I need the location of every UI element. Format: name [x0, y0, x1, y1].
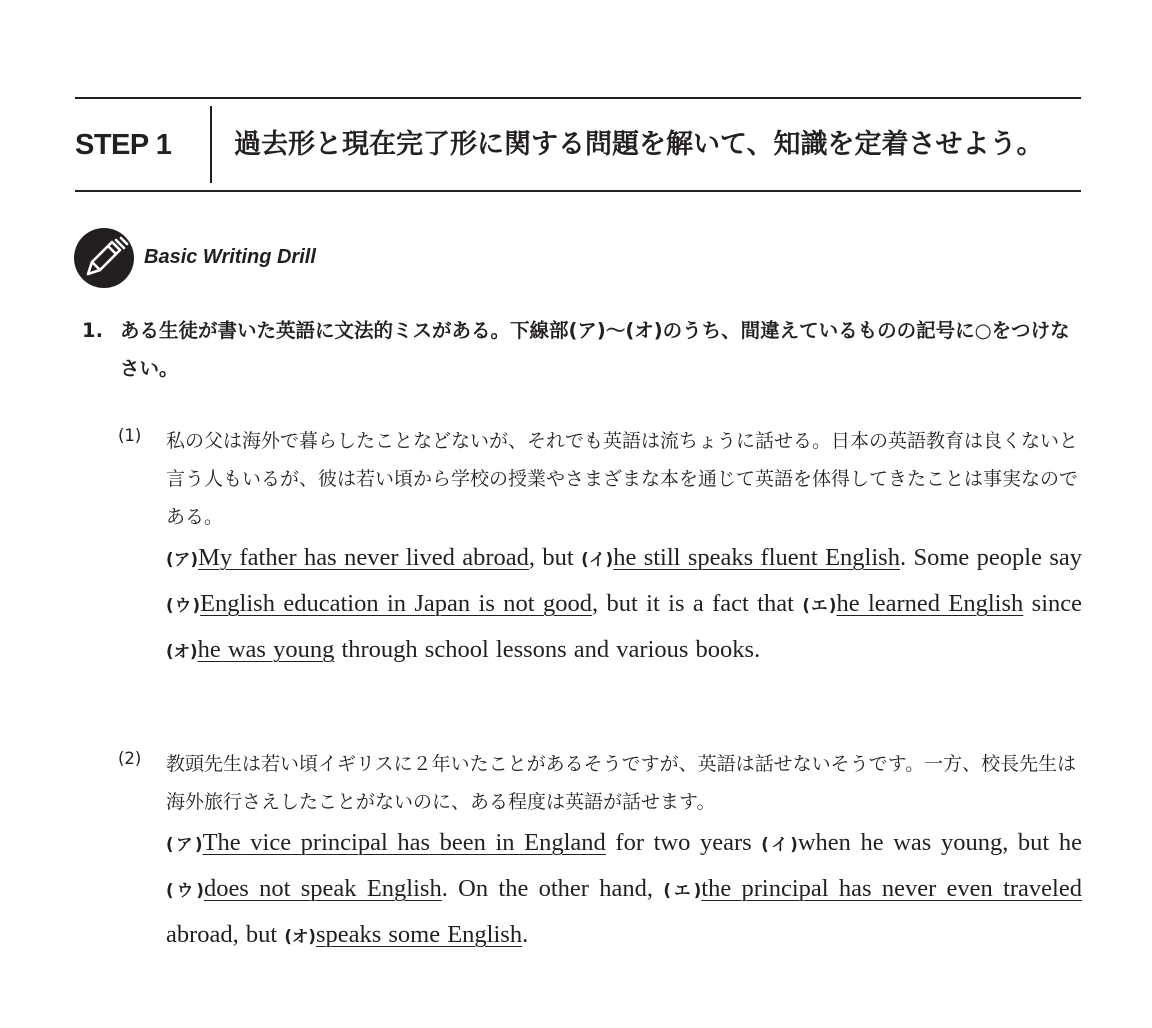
problem-1 [118, 422, 1082, 674]
sentence-text: through school lessons and various books. [334, 636, 761, 663]
instruction-text: ある生徒が書いた英語に文法的ミスがある。下線部(ア)～(オ)のうち、間違えているものの記号に○をつけなさい。 [120, 319, 1070, 380]
sentence-text: . On the other hand, [441, 875, 664, 902]
choice-marker: (ア) [166, 835, 203, 854]
choice-marker: (ア) [166, 550, 199, 569]
sentence-text: , but it is a fact that [591, 590, 803, 617]
problem-japanese: 私の父は海外で暮らしたことなどないが、それでも英語は流ちょうに話せる。日本の英語教育は良くないと言う人もいるが、彼は若い頃から学校の授業やさまざまな本を通じて英語を体得してきたことは事実なのである。 [166, 430, 1079, 528]
pencil-icon [74, 228, 134, 288]
underlined-phrase: speaks some English [315, 921, 523, 948]
underlined-phrase: does not speak English [203, 875, 442, 902]
choice-marker: (オ) [166, 642, 198, 661]
choice-marker: (エ) [802, 596, 837, 615]
choice-marker: (イ) [581, 550, 614, 569]
underlined-phrase: My father has never lived abroad [198, 544, 529, 571]
sentence-text: for two years [605, 829, 762, 856]
problem-2 [118, 745, 1082, 959]
drill-title: Basic Writing Drill [144, 246, 316, 268]
underlined-phrase: he was young [197, 636, 335, 663]
step-label: STEP 1 [75, 129, 172, 161]
underlined-phrase: The vice principal has been in England [202, 829, 606, 856]
instruction [82, 312, 1082, 388]
underlined-phrase: English education in Japan is not good [200, 590, 592, 617]
choice-marker: (エ) [663, 881, 702, 900]
step-divider [210, 106, 212, 183]
choice-marker: (ウ) [166, 881, 204, 900]
sentence-text: since [1023, 590, 1082, 617]
sentence-text: . [522, 921, 529, 948]
choice-marker: (オ) [284, 927, 316, 946]
underlined-phrase: he learned English [836, 590, 1024, 617]
underlined-phrase: the principal has never even traveled [701, 875, 1082, 902]
problem-number: (2) [118, 749, 142, 768]
sentence-text: . Some people say [899, 544, 1082, 571]
sentence-text: when he was young, but he [797, 829, 1082, 856]
sentence-text: , but [528, 544, 582, 571]
header-top-rule [75, 97, 1081, 99]
problem-japanese: 教頭先生は若い頃イギリスに２年いたことがあるそうですが、英語は話せないそうです。一方、校長先生は海外旅行さえしたことがないのに、ある程度は英語が話せます。 [166, 753, 1077, 813]
problem-english [166, 536, 1082, 674]
problem-english [166, 821, 1082, 959]
choice-marker: (イ) [761, 835, 798, 854]
problem-number: (1) [118, 426, 142, 445]
underlined-phrase: he still speaks fluent English [613, 544, 900, 571]
sentence-text: abroad, but [166, 921, 285, 948]
step-title: 過去形と現在完了形に関する問題を解いて、知識を定着させよう。 [234, 129, 1044, 160]
header-bottom-rule [75, 190, 1081, 192]
instruction-number: 1. [82, 319, 103, 342]
choice-marker: (ウ) [166, 596, 201, 615]
